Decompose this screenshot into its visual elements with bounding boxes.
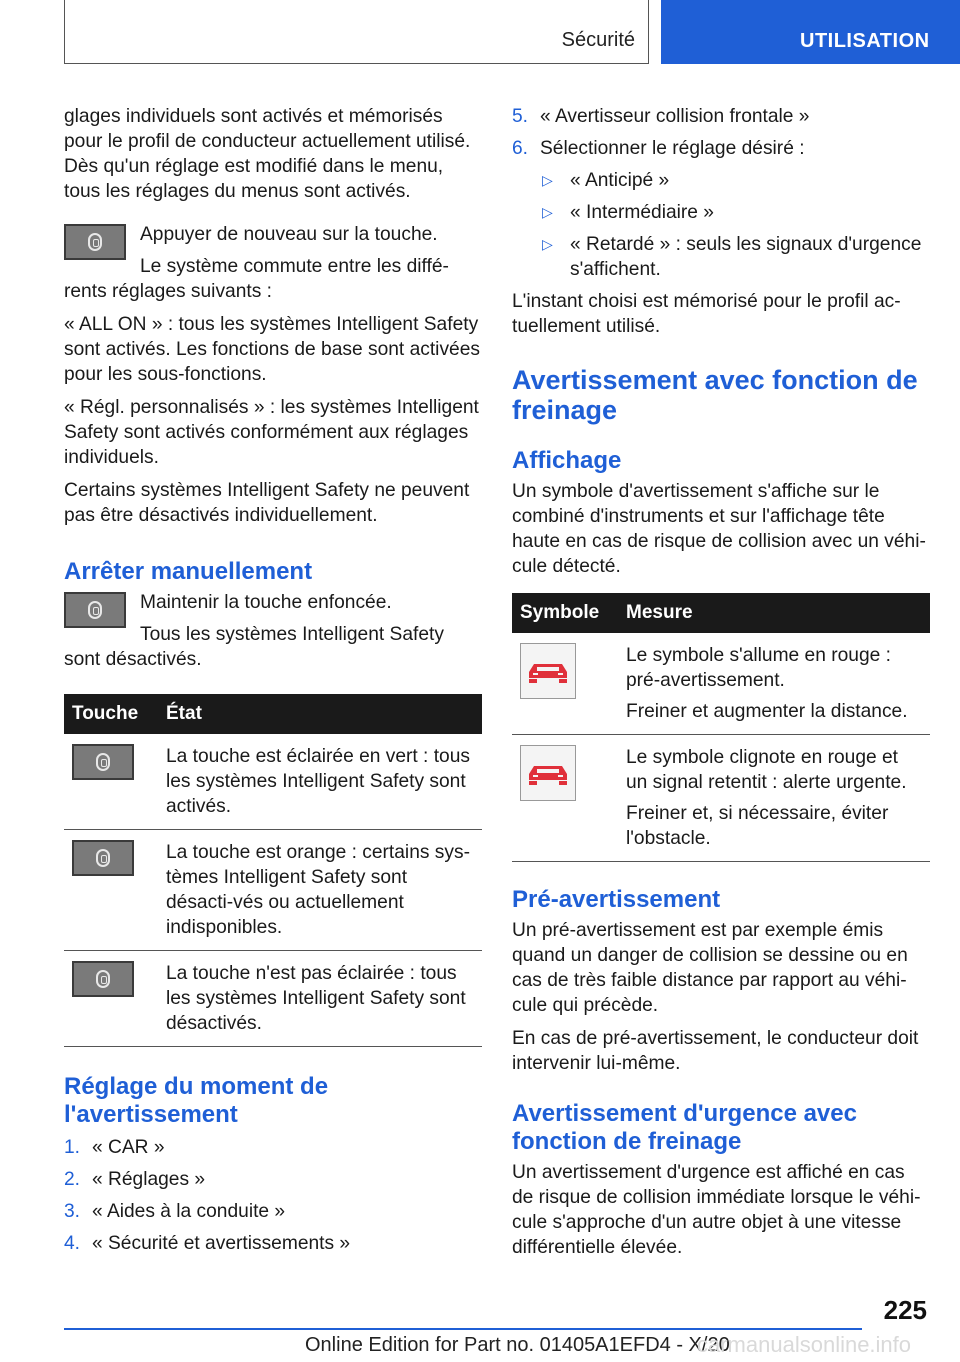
column-header: Touche [64,694,158,734]
paragraph: Certains systèmes Intelligent Safety ne peuvent pas être désactivés individuellement. [64,480,470,526]
edition-label: Online Edition for Part no. 01405A1EFD4 - X/20 [305,1334,730,1356]
table-cell: La touche n'est pas éclairée : tous les systèmes Intelligent Safety sont désactivés. [158,951,482,1047]
triangle-bullet-icon: ▷ [542,204,553,220]
safety-button-off-icon [72,961,134,997]
paragraph: En cas de pré-avertissement, le conducteur doit intervenir lui-même. [512,1028,919,1074]
paragraph: Un pré-avertissement est par exemple émis quand un danger de collision se dessine ou en cas de très faible distance par rapport au véhi-cule qui précède. [512,920,908,1016]
right-column [512,104,930,1268]
safety-button-green-icon [72,744,134,780]
paragraph: L'instant choisi est mémorisé pour le profil ac-tuellement utilisé. [512,291,901,337]
triangle-bullet-icon: ▷ [542,172,553,188]
heading-reglage-avertissement: Réglage du moment de l'avertissement [64,1073,329,1128]
column-header: Symbole [512,593,618,633]
paragraph: Un symbole d'avertissement s'affiche sur le combiné d'instruments et sur l'affichage tête haute en cas de risque de collision avec un véhi-cule détecté. [512,481,926,577]
page-number: 225 [883,1295,927,1325]
list-item: 6. Sélectionner le réglage désiré : [512,138,805,159]
paragraph: « Régl. personnalisés » : les systèmes Intelligent Safety sont activés conformément aux réglages individuels. [64,397,479,468]
heading-avertissement-urgence: Avertissement d'urgence avec fonction de freinage [512,1100,857,1155]
table-cell: La touche est orange : certains sys-tèmes Intelligent Safety sont désacti-vés ou actuellement indisponibles. [158,830,482,951]
list-item: 5. « Avertisseur collision frontale » [512,106,810,127]
safety-button-orange-icon [72,840,134,876]
instruction-continuation: rents réglages suivants : [64,281,272,302]
paragraph: glages individuels sont activés et mémorisés pour le profil de conducteur actuellement utilisé. Dès qu'un réglage est modifié dans le menu, tous les réglages du menus sont activés. [64,106,471,202]
instruction-line: Tous les systèmes Intelligent Safety [140,624,444,645]
table-row [64,951,482,1047]
instruction-line: Le système commute entre les diffé- [140,256,449,277]
list-item: ▷ « Retardé » : seuls les signaux d'urgence s'affichent. [542,234,922,280]
list-item: ▷ « Intermédiaire » [542,202,714,223]
paragraph: « ALL ON » : tous les systèmes Intelligent Safety sont activés. Les fonctions de base sont activées pour les sous-fonctions. [64,314,480,385]
table-cell: Le symbole clignote en rouge et un signal retentit : alerte urgente. [626,747,907,793]
column-header: Mesure [618,593,930,633]
heading-avertissement-freinage: Avertissement avec fonction de freinage [512,365,918,425]
safety-button-icon [64,592,126,628]
heading-arret-manuellement: Arrêter manuellement [64,558,313,585]
button-state-table [64,694,482,1047]
list-item: ▷ « Anticipé » [542,170,670,191]
icon-instruction [64,590,482,647]
steps-list [512,104,930,161]
collision-warning-car-icon [520,745,576,801]
instruction-continuation: sont désactivés. [64,649,202,670]
table-cell: Le symbole s'allume en rouge : pré-avertissement. [626,645,891,691]
table-cell: Freiner et augmenter la distance. [626,701,908,722]
icon-instruction [64,222,482,279]
header-chapter-label: UTILISATION [800,30,930,52]
header-section-title: Sécurité [561,29,635,51]
footer-divider [64,1328,862,1330]
list-item: 1. « CAR » [64,1137,165,1158]
column-header: État [158,694,482,734]
watermark: carmanualsonline.info [697,1332,912,1357]
instruction-line: Maintenir la touche enfoncée. [140,592,392,613]
steps-list [64,1135,482,1256]
heading-affichage: Affichage [512,447,622,474]
table-row [64,830,482,951]
table-row [512,735,930,862]
instruction-line: Appuyer de nouveau sur la touche. [140,224,438,245]
list-item: 3. « Aides à la conduite » [64,1201,286,1222]
table-row [512,633,930,735]
header-chapter-tab [661,0,960,64]
paragraph: Un avertissement d'urgence est affiché en cas de risque de collision immédiate lorsque le véhi-cule s'approche d'un autre objet à une vitesse différentielle élevée. [512,1162,921,1258]
list-item: 2. « Réglages » [64,1169,206,1190]
symbol-table [512,593,930,862]
table-cell: Freiner et, si nécessaire, éviter l'obstacle. [626,803,889,849]
heading-pre-avertissement: Pré-avertissement [512,886,721,913]
option-list [512,168,930,282]
safety-button-icon [64,224,126,260]
collision-warning-car-icon [520,643,576,699]
table-row [64,734,482,830]
table-cell: La touche est éclairée en vert : tous les systèmes Intelligent Safety sont activés. [158,734,482,830]
list-item: 4. « Sécurité et avertissements » [64,1233,351,1254]
left-column [64,104,482,1263]
triangle-bullet-icon: ▷ [542,236,553,252]
